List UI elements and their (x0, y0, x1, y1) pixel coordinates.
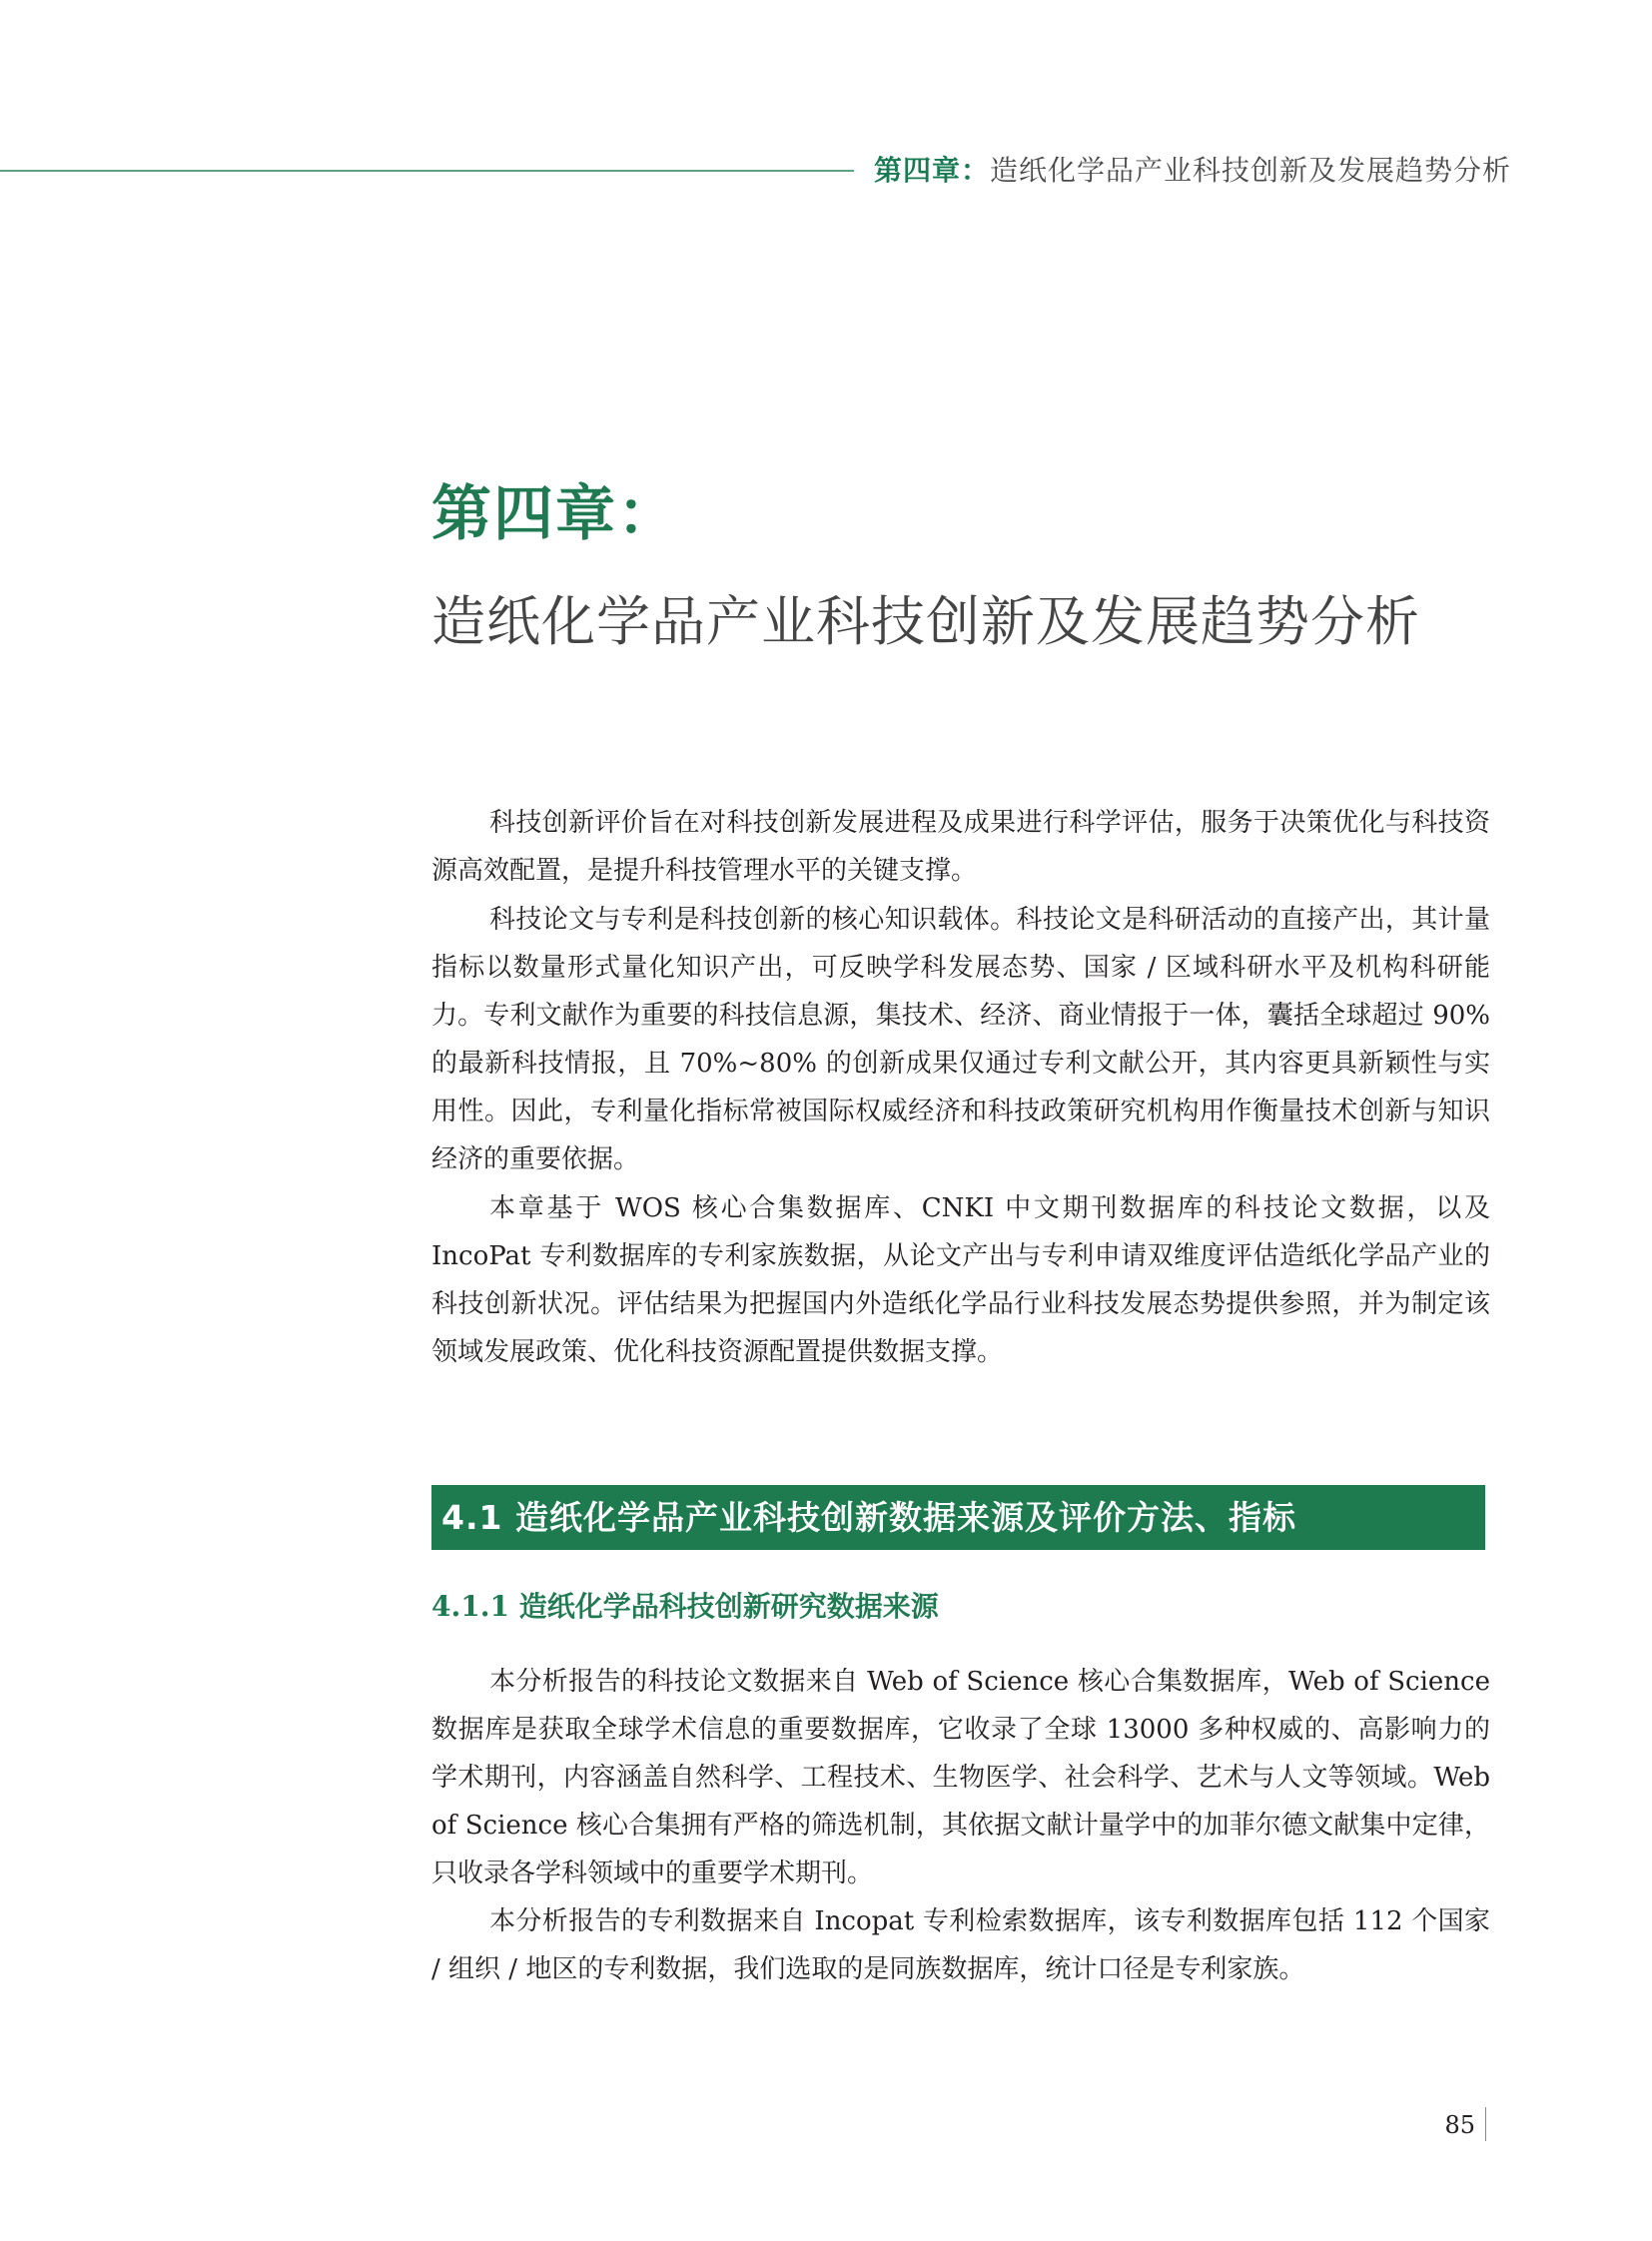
page-number: 85 (1444, 2111, 1475, 2139)
intro-paragraph-1: 科技创新评价旨在对科技创新发展进程及成果进行科学评估，服务于决策优化与科技资源高效配置，是提升科技管理水平的关键支撑。 (431, 808, 1490, 886)
intro-paragraph-3: 本章基于 WOS 核心合集数据库、CNKI 中文期刊数据库的科技论文数据，以及 IncoPat 专利数据库的专利家族数据，从论文产出与专利申请双维度评估造纸化学品产业的科技创新状况。评估结果为把握国内外造纸化学品行业科技发展态势提供参照，并为制定该领域发展政策、优化科技资源配置提供数据支撑。 (431, 1193, 1490, 1367)
subsection-heading: 4.1.1 造纸化学品科技创新研究数据来源 (431, 1590, 939, 1623)
running-head-chapter: 第四章： (874, 154, 991, 187)
subsection-paragraph-1: 本分析报告的科技论文数据来自 Web of Science 核心合集数据库，Web of Science 数据库是获取全球学术信息的重要数据库，它收录了全球 13000 多种权威的、高影响力的学术期刊，内容涵盖自然科学、工程技术、生物医学、社会科学、艺术与人文等领域。Web of Science 核心合集拥有严格的筛选机制，其依据文献计量学中的加菲尔德文献集中定律，只收录各学科领域中的重要学术期刊。 (431, 1667, 1490, 1888)
section-heading: 4.1 造纸化学品产业科技创新数据来源及评价方法、指标 (441, 1498, 1296, 1537)
running-head-title: 造纸化学品产业科技创新及发展趋势分析 (990, 154, 1512, 187)
page-number-separator (1485, 2107, 1486, 2141)
running-head (874, 148, 1613, 194)
chapter-label: 第四章： (431, 479, 679, 549)
intro-paragraph-2: 科技论文与专利是科技创新的核心知识载体。科技论文是科研活动的直接产出，其计量指标以数量形式量化知识产出，可反映学科发展态势、国家 / 区域科研水平及机构科研能力。专利文献作为重要的科技信息源，集技术、经济、商业情报于一体，囊括全球超过 90% 的最新科技情报，且 70%~80% 的创新成果仅通过专利文献公开，其内容更具新颖性与实用性。因此，专利量化指标常被国际权威经济和科技政策研究机构用作衡量技术创新与知识经济的重要依据。 (431, 905, 1490, 1174)
chapter-title: 造纸化学品产业科技创新及发展趋势分析 (431, 590, 1420, 653)
subsection-paragraph-2: 本分析报告的专利数据来自 Incopat 专利检索数据库，该专利数据库包括 112 个国家 / 组织 / 地区的专利数据，我们选取的是同族数据库，统计口径是专利家族。 (431, 1906, 1490, 1984)
header-rule (0, 170, 854, 172)
